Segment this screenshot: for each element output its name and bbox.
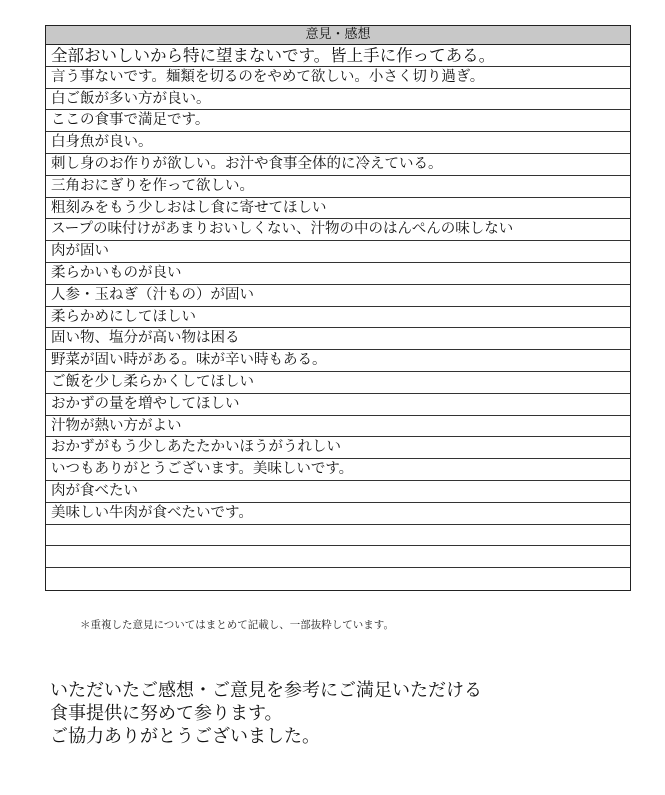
table-row — [46, 546, 630, 568]
closing-line-2: 食事提供に努めて参ります。 — [50, 703, 283, 724]
table-row: 野菜が固い時がある。味が辛い時もある。 — [46, 350, 630, 372]
closing-line-1: いただいたご感想・ご意見を参考にご満足いただける — [50, 680, 482, 701]
table-row: 肉が食べたい — [46, 481, 630, 503]
table-row: おかずの量を増やしてほしい — [46, 394, 630, 416]
table-row: 人参・玉ねぎ（汁もの）が固い — [46, 285, 630, 307]
table-row: スープの味付けがあまりおいしくない、汁物の中のはんぺんの味しない — [46, 219, 630, 241]
table-header: 意見・感想 — [46, 26, 630, 45]
table-row: 柔らかめにしてほしい — [46, 307, 630, 329]
table-row: 汁物が熱い方がよい — [46, 416, 630, 438]
table-row: 固い物、塩分が高い物は困る — [46, 328, 630, 350]
table-row: 美味しい牛肉が食べたいです。 — [46, 503, 630, 525]
table-row: ご飯を少し柔らかくしてほしい — [46, 372, 630, 394]
table-row: 粗刻みをもう少しおはし食に寄せてほしい — [46, 198, 630, 220]
table-row — [46, 568, 630, 590]
table-row: 白ご飯が多い方が良い。 — [46, 89, 630, 111]
table-row: おかずがもう少しあたたかいほうがうれしい — [46, 437, 630, 459]
table-row: ここの食事で満足です。 — [46, 110, 630, 132]
table-row: 白身魚が良い。 — [46, 132, 630, 154]
closing-message — [50, 679, 482, 748]
footnote: ＊重複した意見についてはまとめて記載し、一部抜粋しています。 — [80, 619, 394, 631]
table-rows — [46, 45, 630, 590]
feedback-table — [45, 25, 631, 591]
table-row: 言う事ないです。麺類を切るのをやめて欲しい。小さく切り過ぎ。 — [46, 67, 630, 89]
table-row: 肉が固い — [46, 241, 630, 263]
closing-line-3: ご協力ありがとうございました。 — [50, 726, 320, 747]
table-row: 刺し身のお作りが欲しい。お汁や食事全体的に冷えている。 — [46, 154, 630, 176]
table-row: いつもありがとうございます。美味しいです。 — [46, 459, 630, 481]
table-row — [46, 525, 630, 547]
table-row: 三角おにぎりを作って欲しい。 — [46, 176, 630, 198]
table-row: 全部おいしいから特に望まないです。皆上手に作ってある。 — [46, 45, 630, 67]
table-row: 柔らかいものが良い — [46, 263, 630, 285]
